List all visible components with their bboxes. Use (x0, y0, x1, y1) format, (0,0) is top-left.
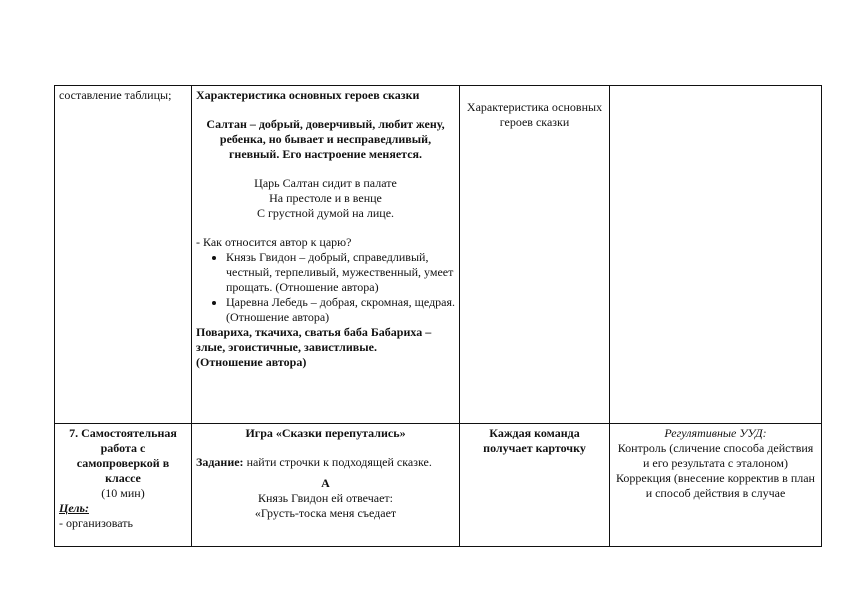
quote-line: «Грусть-тоска меня съедает (254, 506, 397, 520)
student-activity-cell (460, 424, 610, 547)
poem-line: Царь Салтан сидит в палате (254, 176, 397, 190)
saltan-description: Салтан – добрый, доверчивый, любит жену, ребенка, но бывает и несправедливый, гневный. Его настроение меняется. (206, 117, 445, 161)
villains-author-note: (Отношение автора) (196, 355, 307, 369)
stage-title: 7. Самостоятельная работа с самопроверкой в классе (69, 426, 177, 485)
card-letter: А (321, 476, 330, 490)
uud-heading: Регулятивные УУД: (664, 426, 767, 440)
table-row (55, 86, 822, 424)
game-title: Игра «Сказки перепутались» (245, 426, 406, 440)
quote-line: Князь Гвидон ей отвечает: (258, 491, 393, 505)
task-line (196, 455, 455, 470)
table-row (55, 424, 822, 547)
hero-traits-list (196, 250, 455, 325)
uud-cell (610, 86, 822, 424)
teacher-activity-cell (192, 86, 460, 424)
list-item: • Царевна Лебедь – добрая, скромная, щедрая. (Отношение автора) (226, 295, 455, 325)
student-activity-text: Каждая команда получает карточку (483, 426, 586, 455)
student-activity-text: Характеристика основных героев сказки (466, 100, 603, 129)
stage-duration: (10 мин) (101, 486, 145, 500)
author-question: - Как относится автор к царю? (196, 235, 352, 249)
student-activity-cell (460, 86, 610, 424)
lesson-plan-table (54, 85, 822, 547)
stage-cell (55, 86, 192, 424)
uud-correction: Коррекция (внесение корректив в план и способ действия в случае (616, 471, 815, 500)
teacher-activity-cell (192, 424, 460, 547)
goal-item: - организовать (59, 516, 133, 530)
poem-line: На престоле и в венце (269, 191, 382, 205)
uud-cell (610, 424, 822, 547)
list-item: • Князь Гвидон – добрый, справедливый, честный, терпеливый, мужественный, умеет прощать. (Отношение автора) (226, 250, 455, 295)
goal-label: Цель: (59, 501, 89, 515)
task-label: Задание: (196, 455, 244, 469)
poem-line: С грустной думой на лице. (256, 206, 395, 220)
villains-description: Повариха, ткачиха, сватья баба Бабариха – злые, эгоистичные, завистливые. (196, 325, 432, 354)
characteristics-heading: Характеристика основных героев сказки (196, 88, 420, 102)
stage-text: составление таблицы; (59, 88, 172, 102)
stage-cell (55, 424, 192, 547)
uud-control: Контроль (сличение способа действия и его результата с эталоном) (617, 441, 814, 470)
task-text: найти строчки к подходящей сказке. (243, 455, 432, 469)
